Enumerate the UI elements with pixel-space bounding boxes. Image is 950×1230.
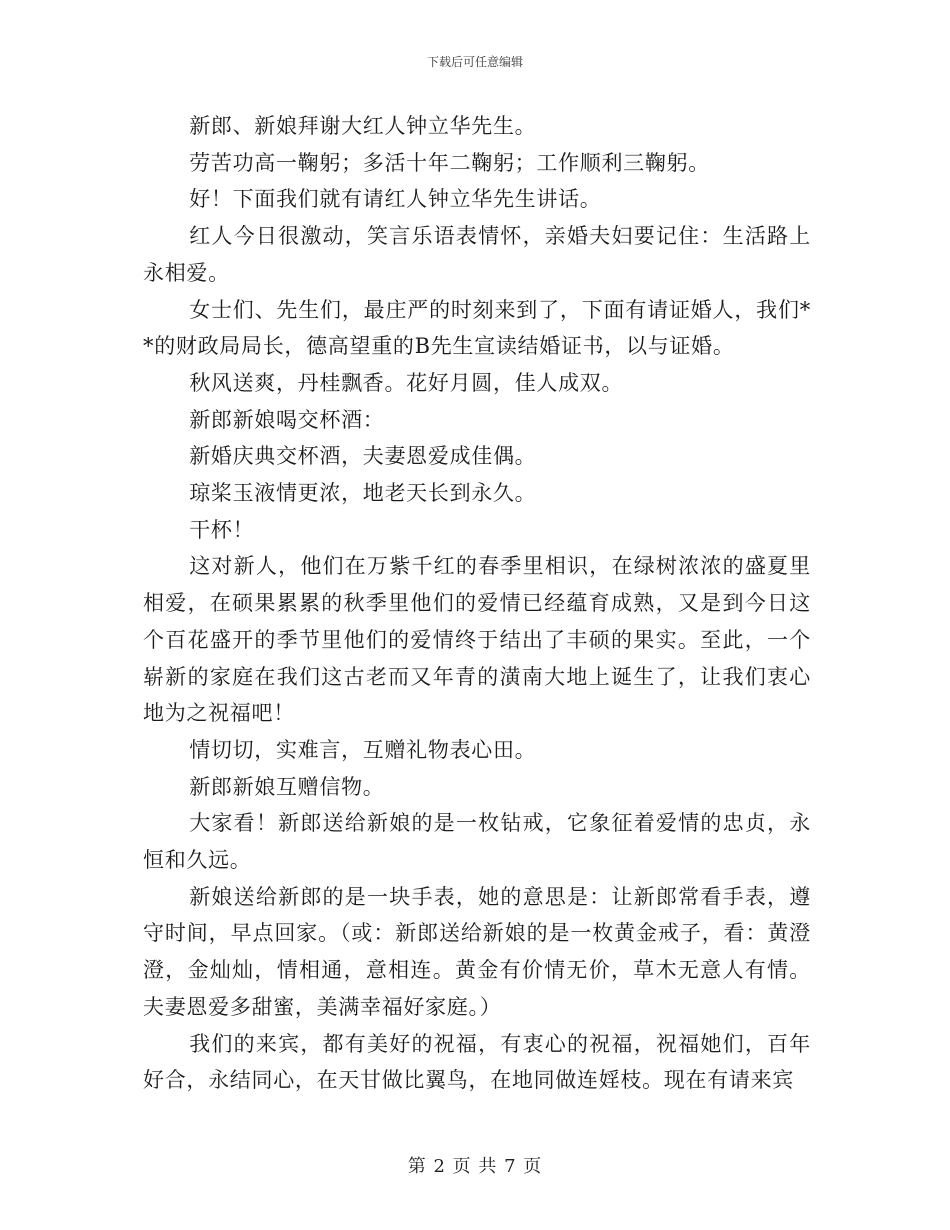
paragraph: 我们的来宾，都有美好的祝福，有衷心的祝福，祝福她们，百年好合，永结同心，在天甘做比翼鸟，在地同做连婬枝。现在有请来宾 bbox=[143, 1031, 811, 1093]
paragraph: 干杯！ bbox=[189, 517, 255, 542]
page-header: 下载后可任意编辑 bbox=[426, 55, 523, 69]
paragraph: 这对新人，他们在万紫千红的春季里相识，在绿树浓浓的盛夏里相爱，在硕果累累的秋季里他们的爱情已经蕴育成熟，又是到今日这个百花盛开的季节里他们的爱情终于结出了丰硕的果实。至此，一个崭新的家庭在我们这古老而又年青的潢南大地上诞生了，让我们衷心地为之祝福吧！ bbox=[143, 554, 811, 726]
page-number: 第 2 页 共 7 页 bbox=[407, 1156, 543, 1177]
paragraph: 秋风送爽，丹桂飘香。花好月圆，佳人成双。 bbox=[189, 370, 624, 395]
paragraph: 红人今日很激动，笑言乐语表情怀，亲婚夫妇要记住：生活路上永相爱。 bbox=[143, 224, 811, 285]
paragraph: 新郎新娘互赠信物。 bbox=[189, 774, 385, 799]
paragraph: 劳苦功高一鞠躬；多活十年二鞠躬；工作顺利三鞠躬。 bbox=[189, 150, 710, 175]
paragraph: 新娘送给新郎的是一块手表，她的意思是：让新郎常看手表，遵守时间，早点回家。（或：新郎送给新娘的是一枚黄金戒子，看：黄澄澄，金灿灿，情相通，意相连。黄金有价情无价，草木无意人有情。夫妻恩爱多甜蜜，美满幸福好家庭。） bbox=[143, 884, 811, 1019]
paragraph: 女士们、先生们，最庄严的时刻来到了，下面有请证婚人，我们**的财政局局长，德高望重的B先生宣读结婚证书，以与证婚。 bbox=[143, 297, 811, 359]
document-body bbox=[143, 108, 811, 1099]
paragraph: 情切切，实难言，互赠礼物表心田。 bbox=[189, 737, 537, 762]
paragraph: 新郎、新娘拜谢大红人钟立华先生。 bbox=[189, 114, 537, 138]
paragraph: 好！下面我们就有请红人钟立华先生讲话。 bbox=[189, 187, 602, 212]
paragraph: 琼桨玉液情更浓，地老天长到永久。 bbox=[189, 481, 537, 506]
paragraph: 大家看！新郎送给新娘的是一枚钻戒，它象征着爱情的忠贞，永恒和久远。 bbox=[143, 811, 811, 873]
paragraph: 新郎新娘喝交杯酒： bbox=[189, 407, 385, 432]
paragraph: 新婚庆典交杯酒，夫妻恩爱成佳偶。 bbox=[189, 444, 537, 469]
